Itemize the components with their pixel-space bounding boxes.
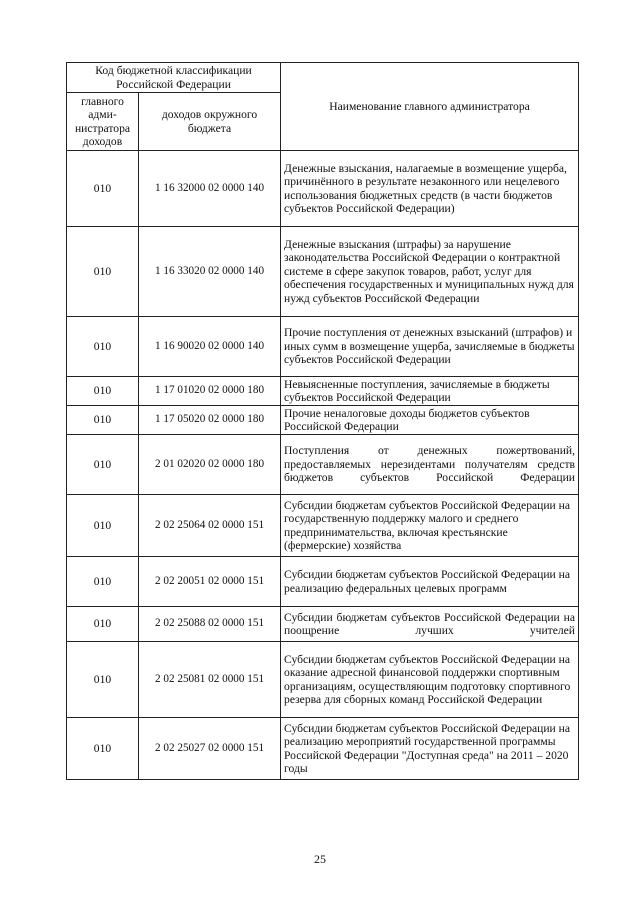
header-revenue-code: доходов окружного бюджета (139, 93, 281, 151)
row-administrator-name: Субсидии бюджетам субъектов Российской Федерации на государственную поддержку малого и среднего предпринимательства, включая крестьянские (фермерские) хозяйства (281, 495, 579, 557)
page-number: 25 (314, 852, 326, 866)
table-row (67, 718, 579, 780)
row-admin-code: 010 (67, 607, 139, 642)
row-admin-code: 010 (67, 317, 139, 377)
row-administrator-name: Субсидии бюджетам субъектов Российской Федерации на оказание адресной финансовой поддержки спортивным организациям, осуществляющим подготовку спортивного резерва для сборных команд Российской Федерации (281, 642, 579, 718)
row-administrator-name: Денежные взыскания, налагаемые в возмещение ущерба, причинённого в результате незаконного или нецелевого использования бюджетных средств (в части бюджетов субъектов Российской Федерации) (281, 151, 579, 227)
row-administrator-name: Невыясненные поступления, зачисляемые в бюджеты субъектов Российской Федерации (281, 377, 579, 406)
table-row (67, 607, 579, 642)
row-revenue-code: 2 02 25027 02 0000 151 (139, 718, 281, 780)
table-row (67, 642, 579, 718)
row-revenue-code: 1 16 32000 02 0000 140 (139, 151, 281, 227)
row-admin-code: 010 (67, 718, 139, 780)
row-revenue-code: 1 16 90020 02 0000 140 (139, 317, 281, 377)
row-admin-code: 010 (67, 151, 139, 227)
row-administrator-name: Субсидии бюджетам субъектов Российской Федерации на поощрение лучших учителей (281, 607, 579, 642)
header-row-group (67, 63, 579, 93)
table-row (67, 406, 579, 435)
row-admin-code: 010 (67, 227, 139, 317)
table-row (67, 435, 579, 495)
table-row (67, 317, 579, 377)
row-administrator-name: Прочие поступления от денежных взысканий (штрафов) и иных сумм в возмещение ущерба, зачисляемые в бюджеты субъектов Российской Федерации (281, 317, 579, 377)
row-admin-code: 010 (67, 377, 139, 406)
table-row (67, 377, 579, 406)
row-revenue-code: 1 17 01020 02 0000 180 (139, 377, 281, 406)
row-revenue-code: 1 16 33020 02 0000 140 (139, 227, 281, 317)
row-admin-code: 010 (67, 406, 139, 435)
row-admin-code: 010 (67, 435, 139, 495)
row-administrator-name: Субсидии бюджетам субъектов Российской Федерации на реализацию мероприятий государственной программы Российской Федерации "Доступная среда" на 2011 – 2020 годы (281, 718, 579, 780)
header-budget-code-group: Код бюджетной классификации Российской Федерации (67, 63, 281, 93)
row-administrator-name: Денежные взыскания (штрафы) за нарушение законодательства Российской Федерации о контрактной системе в сфере закупок товаров, работ, услуг для обеспечения государственных и муниципальных нужд для нужд субъектов Российской Федерации (281, 227, 579, 317)
table-row (67, 557, 579, 607)
row-administrator-name: Прочие неналоговые доходы бюджетов субъектов Российской Федерации (281, 406, 579, 435)
row-administrator-name: Поступления от денежных пожертвований, предоставляемых нерезидентами получателям средств бюджетов субъектов Российской Федерации (281, 435, 579, 495)
row-revenue-code: 2 01 02020 02 0000 180 (139, 435, 281, 495)
header-main-administrator: главного адми-нистратора доходов (67, 93, 139, 151)
row-revenue-code: 2 02 25064 02 0000 151 (139, 495, 281, 557)
table-row (67, 227, 579, 317)
row-admin-code: 010 (67, 495, 139, 557)
table-row (67, 495, 579, 557)
row-revenue-code: 1 17 05020 02 0000 180 (139, 406, 281, 435)
table-row (67, 151, 579, 227)
row-admin-code: 010 (67, 642, 139, 718)
row-revenue-code: 2 02 20051 02 0000 151 (139, 557, 281, 607)
row-revenue-code: 2 02 25088 02 0000 151 (139, 607, 281, 642)
budget-classification-table (66, 62, 579, 780)
row-admin-code: 010 (67, 557, 139, 607)
row-revenue-code: 2 02 25081 02 0000 151 (139, 642, 281, 718)
header-administrator-name: Наименование главного администратора (281, 63, 579, 151)
row-administrator-name: Субсидии бюджетам субъектов Российской Федерации на реализацию федеральных целевых программ (281, 557, 579, 607)
